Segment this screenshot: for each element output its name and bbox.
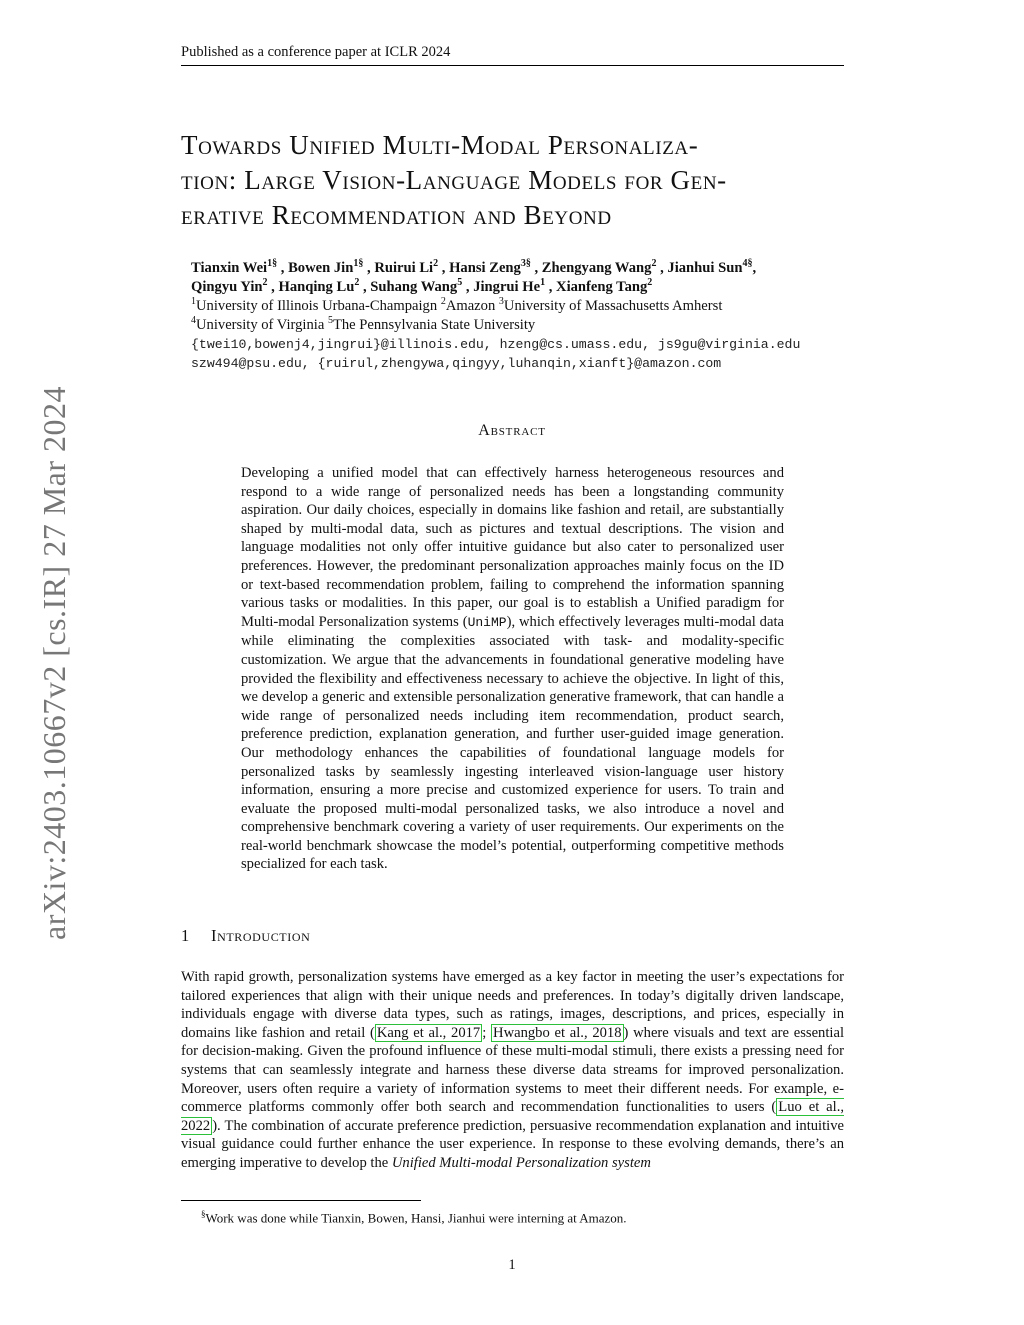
author-emails-line-1: {twei10,bowenj4,jingrui}@illinois.edu, hzeng@cs.umass.edu, js9gu@virginia.edu: [191, 337, 801, 352]
introduction-paragraph: With rapid growth, personalization systems have emerged as a key factor in meeting the user’s expectations for tailored experiences that align with their unique needs and preferences. In today’s digitally driven landscape, individuals engage with diverse data types, such as ratings, images, descriptions, and prices, especially in domains like fashion and retail ( Kang et al., 2017 ; Hwangbo et al., 2018 ) where visuals and text are essential for decision-making. Given the profound influence of these multi-modal stimuli, there exists a pressing need for systems that can seamlessly integrate and harness these diverse data streams for improved personalization. Moreover, users often require a variety of information systems to meet their different needs. For example, e-commerce platforms commonly offer both search and recommendation functionalities to users ( Luo et al., 2022 ). The combination of accurate preference prediction, persuasive recommendation explanation and intuitive visual guidance could further enhance the user experience. In response to these evolving demands, there’s an emerging imperative to develop the Unified Multi-modal Personalization system: [181, 969, 844, 1171]
author-name: , Hanqing Lu: [271, 279, 355, 295]
author-name: , Jingrui He: [465, 279, 541, 295]
abstract-heading: Abstract: [478, 422, 546, 439]
citation-link[interactable]: Luo et al., 2022: [181, 1099, 844, 1134]
affiliation: University of Illinois Urbana-Champaign: [196, 298, 441, 314]
section-title: Introduction: [211, 926, 311, 945]
author-name: , Jianhui Sun: [660, 260, 743, 276]
author-names-line-2: Qingyu Yin$^2$ , Hanqing Lu$^2$ , Suhang Wang$^5$ , Jingrui He$^1$ , Xianfeng Tang$^2$: [191, 277, 653, 295]
emphasized-term: Unified Multi-modal Personalization system: [391, 1154, 651, 1171]
page-number: 1: [508, 1257, 516, 1273]
arxiv-sidebar-stamp: arXiv:2403.10667v2 [cs.IR] 27 Mar 2024: [36, 385, 72, 940]
affiliations-line-2: $^4$University of Virginia $^5$The Pennsylvania State University: [191, 315, 536, 333]
citation-link[interactable]: Kang et al., 2017: [376, 1024, 481, 1041]
affiliations-line-1: $^1$University of Illinois Urbana-Champaign $^2$Amazon $^3$University of Massachusetts Amherst: [191, 296, 723, 314]
author-name: , Xianfeng Tang: [548, 279, 648, 295]
author-name: Tianxin Wei: [191, 260, 268, 276]
author-emails-line-2: szw494@psu.edu, {ruirul,zhengywa,qingyy,luhanqin,xianft}@amazon.com: [191, 356, 722, 371]
citation-link[interactable]: Hwangbo et al., 2018: [493, 1024, 622, 1041]
affiliation: Amazon: [445, 298, 499, 314]
affiliation: University of Massachusetts Amherst: [503, 298, 723, 314]
section-number: 1: [181, 926, 190, 945]
footnote-rule: [181, 1200, 421, 1201]
affiliation: University of Virginia: [196, 317, 328, 333]
model-name-code: UniMP: [467, 614, 507, 630]
title-line: erative Recommendation and Beyond: [181, 200, 612, 230]
author-name: , Hansi Zeng: [441, 260, 521, 276]
author-names-line-1: Tianxin Wei$^{1\S}$ , Bowen Jin$^{1\S}$ , Ruirui Li$^2$ , Hansi Zeng$^{3\S}$ , Zhengyang Wang$^2$ , Jianhui Sun$^{4\S}$,: [191, 258, 757, 276]
footnote-mark: §: [201, 1209, 206, 1219]
author-name: , Ruirui Li: [367, 260, 434, 276]
running-header: Published as a conference paper at ICLR 2024: [181, 44, 451, 60]
author-name: , Zhengyang Wang: [534, 260, 652, 276]
title-line: tion: Large Vision-Language Models for Gen-: [181, 165, 727, 195]
header-rule: [181, 65, 844, 66]
author-block: [191, 259, 871, 373]
abstract-body: Developing a unified model that can effectively harness heterogeneous resources and respond to a wide range of personalized needs has been a longstanding community aspiration. Our daily choices, especially in domains like fashion and retail, are substantially shaped by multi-modal data, such as pictures and textual descriptions. The vision and language modalities not only offer intuitive guidance but also cater to personalized user preferences. However, the predominant personalization approaches mainly focus on the ID or text-based recommendation problem, failing to comprehend the information spanning various tasks or modalities. In this paper, our goal is to establish a Unified paradigm for Multi-modal Personalization systems (UniMP), which effectively leverages multi-modal data while eliminating the complexities associated with task- and modality-specific customization. We argue that the advancements in foundational generative modeling have provided the flexibility and effectiveness necessary to achieve the objective. In light of this, we develop a generic and extensible personalization generative framework, that can handle a wide range of personalized needs including item recommendation, product search, preference prediction, explanation generation, and further user-guided image generation. Our methodology enhances the capabilities of foundational language models for personalized tasks by seamlessly ingesting interleaved vision-language user history information, ensuring a more precise and customized experience for users. To train and evaluate the proposed multi-modal personalized tasks, we also introduce a novel and comprehensive benchmark covering a variety of user requirements. Our experiments on the real-world benchmark showcase the model’s potential, outperforming competitive methods specialized for each task.: [241, 465, 784, 873]
affiliation: The Pennsylvania State University: [332, 317, 536, 333]
section-heading-introduction: [181, 926, 310, 946]
title-line: Towards Unified Multi-Modal Personaliza-: [181, 130, 699, 160]
paper-title: [181, 128, 846, 233]
footnote-text: Work was done while Tianxin, Bowen, Hansi, Jianhui were interning at Amazon.: [205, 1210, 627, 1226]
author-name: , Bowen Jin: [280, 260, 354, 276]
author-name: , Suhang Wang: [362, 279, 458, 295]
footnote: [201, 1209, 627, 1226]
author-name: Qingyu Yin: [191, 279, 263, 295]
